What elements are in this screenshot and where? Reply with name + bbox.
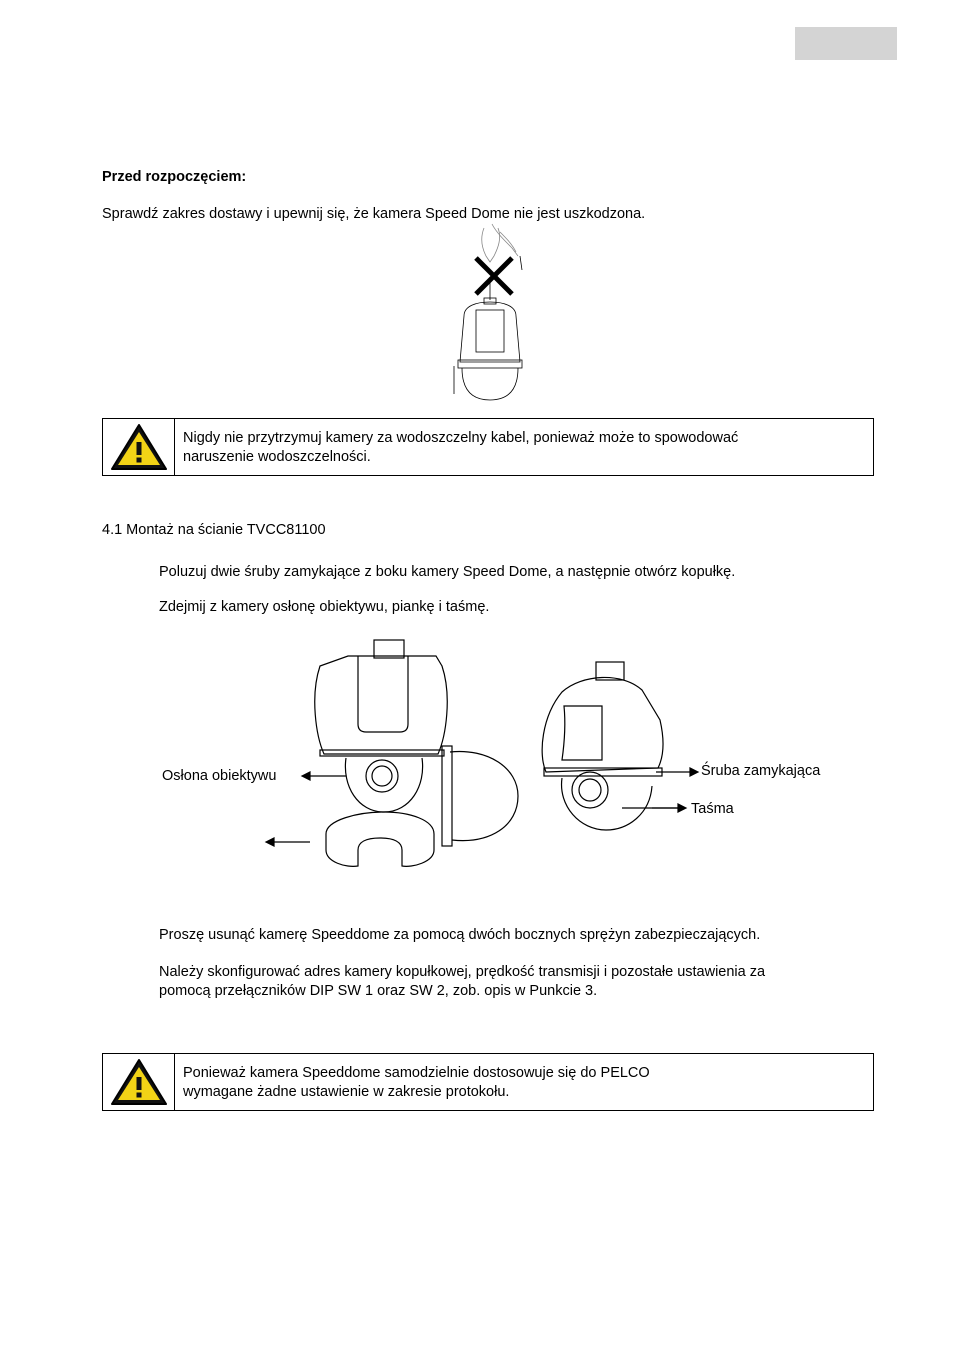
warning-icon-cell: [103, 419, 175, 475]
camera-cable-illustration: [440, 222, 540, 400]
warning2-line1: Ponieważ kamera Speeddome samodzielnie dostosowuje się do PELCO: [183, 1065, 650, 1081]
step-2: Zdejmij z kamery osłonę obiektywu, piankę i taśmę.: [159, 599, 490, 615]
language-tab: [795, 27, 897, 60]
step-1: Poluzuj dwie śruby zamykające z boku kamery Speed Dome, a następnie otwórz kopułkę.: [159, 564, 736, 580]
warning-triangle-icon: [110, 1058, 168, 1106]
warning1-line1: Nigdy nie przytrzymuj kamery za wodoszczelny kabel, ponieważ może to spowodować: [183, 430, 739, 446]
warning-icon-cell: [103, 1054, 175, 1110]
camera-disassembly-illustration: [262, 636, 702, 876]
intro-paragraph: Sprawdź zakres dostawy i upewnij się, że kamera Speed Dome nie jest uszkodzona.: [102, 206, 646, 222]
label-locking-screw: Śruba zamykająca: [701, 763, 821, 779]
warning2-line2: wymagane żadne ustawienie w zakresie protokołu.: [183, 1084, 510, 1100]
warning1-line2: naruszenie wodoszczelności.: [183, 449, 371, 465]
step-3: Proszę usunąć kamerę Speeddome za pomocą dwóch bocznych sprężyn zabezpieczających.: [159, 927, 761, 943]
warning-triangle-icon: [110, 423, 168, 471]
step-4-line-2: pomocą przełączników DIP SW 1 oraz SW 2, zob. opis w Punkcie 3.: [159, 983, 598, 999]
intro-heading: Przed rozpoczęciem:: [102, 169, 247, 185]
warning-box-cable: [102, 418, 874, 476]
label-lens-cover: Osłona obiektywu: [162, 768, 277, 784]
warning-box-protocol: [102, 1053, 874, 1111]
label-strap: Taśma: [691, 801, 734, 817]
section-title: 4.1 Montaż na ścianie TVCC81100: [102, 522, 326, 538]
step-4-line-1: Należy skonfigurować adres kamery kopułkowej, prędkość transmisji i pozostałe ustawienia za: [159, 964, 766, 980]
